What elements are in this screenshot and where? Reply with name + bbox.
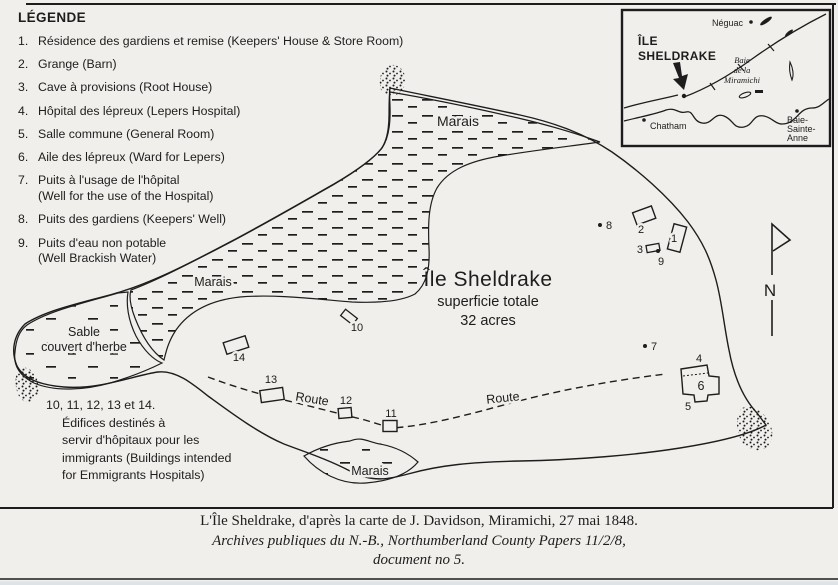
legend-item-5: 5. Salle commune (General Room) <box>18 126 215 141</box>
sable-label-line1: Sable <box>68 325 100 339</box>
note-line: for Emmigrants Hospitals) <box>62 468 205 483</box>
label-1: 1 <box>670 233 678 245</box>
north-arrow-pennant <box>772 224 790 251</box>
inset-bsa-label-3: Anne <box>787 133 809 143</box>
inset-bsa-dot <box>795 109 799 113</box>
inset-bsa-label-1: Baie- <box>787 115 809 125</box>
inset-map <box>622 10 830 146</box>
inset-baie-label-3: Miramichi <box>724 75 760 85</box>
north-arrow <box>764 224 790 336</box>
label-8: 8 <box>606 220 613 232</box>
island-title: Île Sheldrake <box>423 268 553 291</box>
inset-baie-label-2: de la <box>733 65 751 75</box>
label-4: 4 <box>695 353 703 365</box>
building-13 <box>260 387 284 402</box>
note-line: Édifices destinés à <box>62 415 166 430</box>
route-west-label: Route <box>294 389 330 409</box>
legend-item-6: 6. Aile des lépreux (Ward for Lepers) <box>18 150 225 165</box>
label-3: 3 <box>636 244 643 256</box>
label-9: 9 <box>657 256 665 268</box>
north-letter: N <box>763 281 777 300</box>
legend-item-2: 2. Grange (Barn) <box>18 57 117 72</box>
inset-chatham-dot <box>642 118 646 122</box>
sable-label-line2: couvert d'herbe <box>41 340 127 354</box>
emigrant-hospitals-note <box>46 397 231 485</box>
route-east-label: Route <box>485 389 521 407</box>
legend-item-4: 4. Hôpital des lépreux (Lepers Hospital) <box>18 103 241 118</box>
marais-south-label: Marais <box>351 464 389 478</box>
label-13: 13 <box>264 374 278 386</box>
scan-edge-strip <box>0 582 838 585</box>
caption-line-1: L'Île Sheldrake, d'après la carte de J. Davidson, Miramichi, 27 mai 1848. <box>200 513 638 529</box>
map-caption <box>0 513 838 572</box>
inset-neguac-dot <box>749 20 753 24</box>
legend <box>18 10 430 275</box>
marais-west-label: Marais <box>194 275 232 289</box>
label-2: 2 <box>637 224 645 236</box>
inset-neguac-label: Néguac <box>712 18 744 28</box>
inset-bsa-label-2: Sainte- <box>787 124 816 134</box>
building-12 <box>338 407 352 418</box>
legend-item-3: 3. Cave à provisions (Root House) <box>18 80 213 95</box>
stipple-east-tip <box>737 407 772 450</box>
well-7-dot <box>643 344 647 348</box>
label-7: 7 <box>651 341 658 353</box>
label-10: 10 <box>350 322 364 334</box>
island-subtitle-1: superficie totale <box>437 294 539 310</box>
note-heading: 10, 11, 12, 13 et 14. <box>46 398 156 412</box>
label-12: 12 <box>339 395 353 407</box>
label-6: 6 <box>697 379 705 393</box>
well-9-dot <box>656 249 660 253</box>
inset-islet-4 <box>755 90 763 93</box>
caption-line-2: Archives publiques du N.-B., Northumberland County Papers 11/2/8, <box>212 532 626 549</box>
label-5: 5 <box>684 401 692 413</box>
inset-baie-label-1: Baie <box>734 55 750 65</box>
island-subtitle-2: 32 acres <box>460 313 516 329</box>
note-line: servir d'hôpitaux pour les <box>62 433 200 448</box>
inset-title-line1: ÎLE <box>638 34 658 48</box>
inset-title-line2: SHELDRAKE <box>638 49 717 63</box>
well-8-dot <box>598 223 602 227</box>
inset-chatham-label: Chatham <box>650 121 687 131</box>
inset-sheldrake-dot <box>682 94 686 98</box>
building-11 <box>383 421 397 432</box>
label-11: 11 <box>385 408 397 420</box>
legend-item-7: 7. Puits à l'usage de l'hôpital (Well for the use of the Hospital) <box>18 173 214 204</box>
legend-title: LÉGENDE <box>18 10 87 25</box>
legend-item-8: 8. Puits des gardiens (Keepers' Well) <box>18 212 227 227</box>
legend-item-1: 1. Résidence des gardiens et remise (Keepers' House & Store Room) <box>18 34 404 48</box>
legend-item-9: 9. Puits d'eau non potable (Well Brackish Water) <box>18 235 167 266</box>
label-14: 14 <box>232 352 246 364</box>
note-line: immigrants (Buildings intended <box>62 450 232 465</box>
marais-north-label: Marais <box>436 113 480 129</box>
caption-line-3: document no 5. <box>372 552 466 569</box>
